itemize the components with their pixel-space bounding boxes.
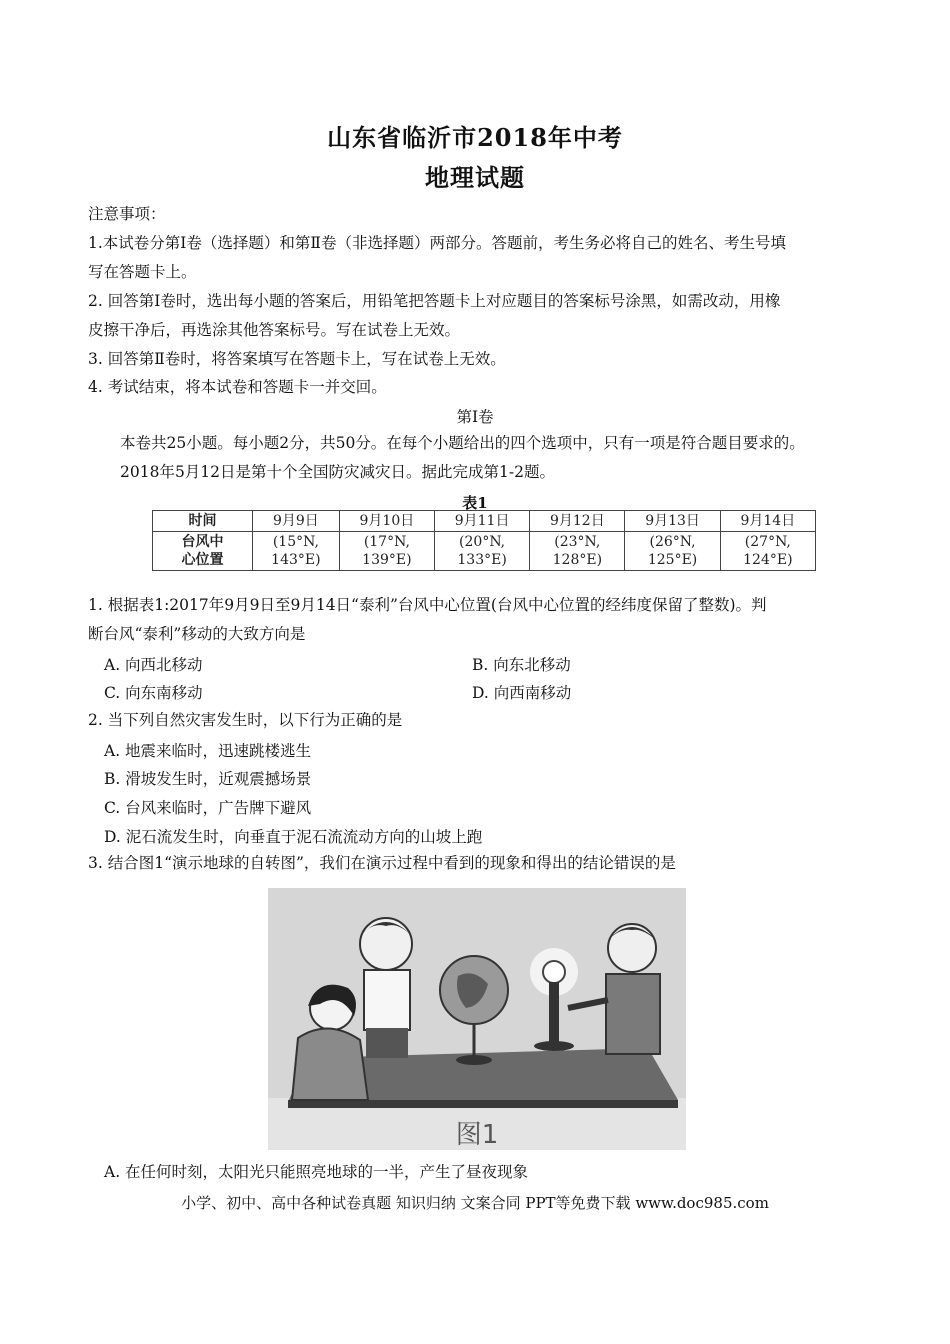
table-cell-date: 9月11日 — [434, 511, 529, 532]
table-cell-date: 9月10日 — [339, 511, 434, 532]
table-header-position — [153, 532, 253, 571]
table-cell-lon: 133°E) — [457, 552, 507, 568]
question-1-option-d: D. 向西南移动 — [472, 684, 572, 702]
table-cell-date: 9月13日 — [625, 511, 720, 532]
table-row — [153, 532, 816, 571]
table-cell-date: 9月14日 — [720, 511, 815, 532]
question-3-option-a: A. 在任何时刻，太阳光只能照亮地球的一半，产生了昼夜现象 — [104, 1163, 529, 1181]
table-cell-position — [339, 532, 434, 571]
table-cell-date: 9月12日 — [530, 511, 625, 532]
table-cell-lat: (26°N, — [649, 534, 696, 550]
table-cell-lon: 139°E) — [362, 552, 412, 568]
illustration-drawing — [268, 888, 686, 1150]
table-cell-position — [253, 532, 340, 571]
question-3-stem: 3. 结合图1“演示地球的自转图”，我们在演示过程中看到的现象和得出的结论错误的是 — [88, 854, 676, 872]
earth-rotation-illustration — [268, 888, 686, 1150]
page-footer: 小学、初中、高中各种试卷真题 知识归纳 文案合同 PPT等免费下载 www.doc985.com — [181, 1194, 769, 1212]
table-cell-lat: (15°N, — [272, 534, 319, 550]
table-cell-lat: (17°N, — [363, 534, 410, 550]
section-title: 第Ⅰ卷 — [456, 408, 494, 426]
table-cell-lon: 124°E) — [743, 552, 793, 568]
notice-item-1-cont: 写在答题卡上。 — [88, 263, 197, 281]
question-1-stem-cont: 断台风“泰利”移动的大致方向是 — [88, 625, 306, 643]
question-1-option-a: A. 向西北移动 — [104, 656, 203, 674]
table-cell-lon: 128°E) — [552, 552, 603, 568]
table-cell-date: 9月9日 — [253, 511, 340, 532]
question-2-option-b: B. 滑坡发生时，近观震撼场景 — [104, 770, 312, 788]
table-cell-position — [530, 532, 625, 571]
question-1-option-c: C. 向东南移动 — [104, 684, 203, 702]
table-cell-position — [434, 532, 529, 571]
notice-heading: 注意事项： — [88, 205, 166, 223]
exam-subtitle: 地理试题 — [425, 163, 525, 192]
question-1-stem: 1. 根据表1:2017年9月9日至9月14日“泰利”台风中心位置(台风中心位置的经纬度保留了整数)。判 — [88, 596, 767, 614]
notice-item-2: 2. 回答第Ⅰ卷时，选出每小题的答案后，用铅笔把答题卡上对应题目的答案标号涂黑，如需改动，用橡 — [88, 292, 781, 310]
table-cell-lon: 143°E) — [271, 552, 321, 568]
table-cell-position — [720, 532, 815, 571]
notice-item-3: 3. 回答第Ⅱ卷时，将答案填写在答题卡上，写在试卷上无效。 — [88, 350, 506, 368]
table-caption: 表1 — [462, 494, 488, 512]
table-cell-position — [625, 532, 720, 571]
question-2-stem: 2. 当下列自然灾害发生时，以下行为正确的是 — [88, 711, 403, 729]
question-1-option-b: B. 向东北移动 — [472, 656, 571, 674]
section-intro: 本卷共25小题。每小题2分，共50分。在每个小题给出的四个选项中，只有一项是符合题目要求的。 — [120, 434, 805, 452]
figure-caption: 图1 — [455, 1120, 499, 1150]
question-2-option-c: C. 台风来临时，广告牌下避风 — [104, 799, 312, 817]
table-cell-lat: (20°N, — [459, 534, 506, 550]
table-header-time: 时间 — [153, 511, 253, 532]
exam-title: 山东省临沂市2018年中考 — [327, 123, 623, 152]
notice-item-4: 4. 考试结束，将本试卷和答题卡一并交回。 — [88, 378, 387, 396]
section-context: 2018年5月12日是第十个全国防灾减灾日。据此完成第1-2题。 — [120, 463, 555, 481]
question-2-option-d: D. 泥石流发生时，向垂直于泥石流流动方向的山坡上跑 — [104, 828, 483, 846]
table-cell-lon: 125°E) — [647, 552, 698, 568]
question-2-option-a: A. 地震来临时，迅速跳楼逃生 — [104, 742, 312, 760]
notice-item-1: 1.本试卷分第Ⅰ卷（选择题）和第Ⅱ卷（非选择题）两部分。答题前，考生务必将自己的姓名、考生号填 — [88, 234, 786, 252]
typhoon-table — [152, 510, 816, 571]
table-header-position-line1: 台风中 — [181, 534, 224, 550]
notice-item-2-cont: 皮擦干净后，再选涂其他答案标号。写在试卷上无效。 — [88, 321, 461, 339]
table-header-position-line2: 心位置 — [181, 552, 224, 568]
table-cell-lat: (23°N, — [554, 534, 601, 550]
table-row — [153, 511, 816, 532]
table-cell-lat: (27°N, — [744, 534, 791, 550]
